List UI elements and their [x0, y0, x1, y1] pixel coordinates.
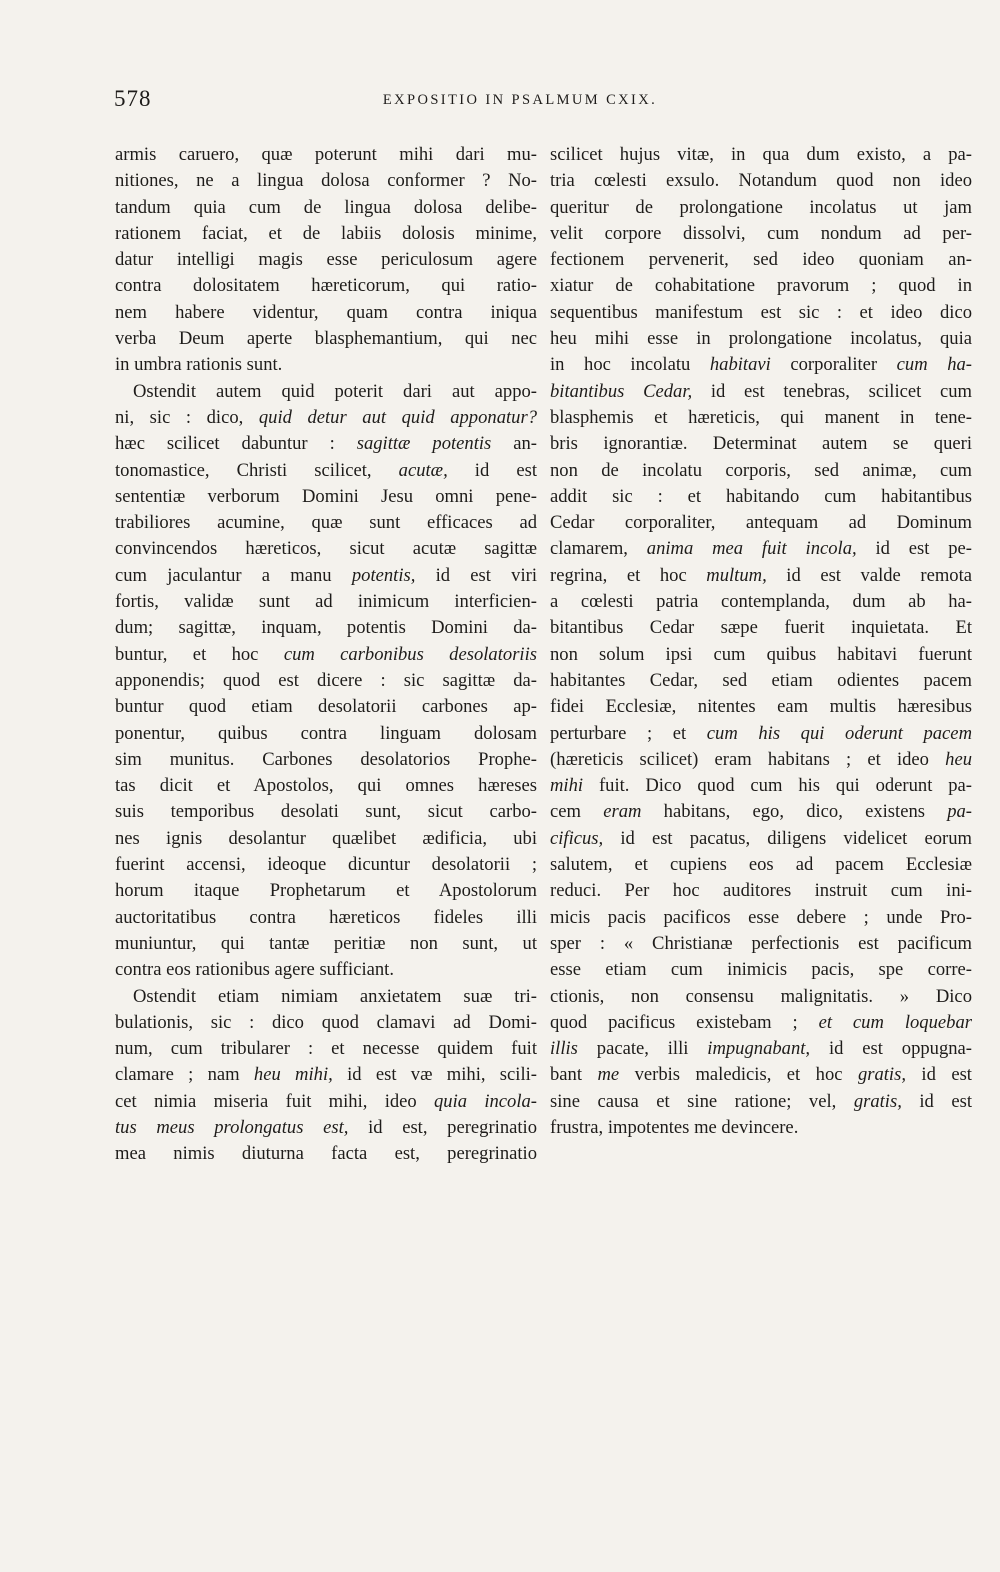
italic-quotation: illis	[550, 1038, 578, 1060]
italic-quotation: cum his qui oderunt pacem	[706, 722, 972, 744]
text-line: fuerint accensi, ideoque dicuntur desolatorii ;	[115, 854, 537, 876]
text-line: in hoc incolatu habitavi corporaliter cum ha-	[550, 354, 972, 376]
text-line: hæc scilicet dabuntur : sagittæ potentis an-	[115, 433, 537, 455]
text-line: in umbra rationis sunt.	[115, 354, 283, 376]
text-line: blasphemis et hæreticis, qui manent in tene-	[550, 406, 972, 428]
text-line: contra eos rationibus agere sufficiant.	[115, 959, 394, 981]
text-line: fidei Ecclesiæ, nitentes eam multis hæresibus	[550, 696, 972, 718]
text-line: mihi fuit. Dico quod cum his qui oderunt pa-	[550, 775, 972, 797]
text-line: apponendis; quod est dicere : sic sagittæ da-	[115, 669, 537, 691]
text-line: sequentibus manifestum est sic : et ideo dico	[550, 301, 972, 323]
text-line: cet nimia miseria fuit mihi, ideo quia incola-	[115, 1090, 537, 1112]
text-line: queritur de prolongatione incolatus ut jam	[550, 196, 972, 218]
text-line: sper : « Christianæ perfectionis est pacificum	[550, 932, 972, 954]
text-line: Cedar corporaliter, antequam ad Dominum	[550, 512, 972, 534]
text-line: tria cœlesti exsulo. Notandum quod non ideo	[550, 170, 972, 192]
text-line: illis pacate, illi impugnabant, id est oppugna-	[550, 1038, 972, 1060]
italic-quotation: gratis,	[853, 1090, 902, 1112]
italic-quotation: potentis,	[351, 564, 416, 586]
text-line: tandum quia cum de lingua dolosa delibe-	[115, 196, 537, 218]
italic-quotation: me	[597, 1064, 620, 1086]
text-line: sim munitus. Carbones desolatorios Prophe-	[115, 748, 537, 770]
text-line: datur intelligi magis esse periculosum agere	[115, 249, 537, 271]
italic-quotation: cum carbonibus desolatoriis	[283, 643, 537, 665]
italic-quotation: tus meus prolongatus est,	[115, 1116, 349, 1138]
text-line: esse etiam cum inimicis pacis, spe corre-	[550, 959, 972, 981]
text-line: salutem, et cupiens eos ad pacem Ecclesiæ	[550, 854, 972, 876]
left-text-column	[115, 142, 537, 1168]
text-line: quod pacificus existebam ; et cum loquebar	[550, 1011, 972, 1033]
text-line: nitiones, ne a lingua dolosa conformer ? No-	[115, 170, 537, 192]
italic-quotation: heu mihi,	[253, 1064, 333, 1086]
text-line: habitantes Cedar, sed etiam odientes pacem	[550, 669, 972, 691]
text-line: ponentur, quibus contra linguam dolosam	[115, 722, 537, 744]
text-line: verba Deum aperte blasphemantium, qui nec	[115, 328, 537, 350]
text-line: contra dolositatem hæreticorum, qui ratio-	[115, 275, 537, 297]
running-head	[0, 86, 1000, 116]
text-line: buntur quod etiam desolatorii carbones ap-	[115, 696, 537, 718]
italic-quotation: multum,	[706, 564, 767, 586]
text-line: bris ignorantiæ. Determinat autem se queri	[550, 433, 972, 455]
text-line: non de incolatu corporis, sed animæ, cum	[550, 459, 972, 481]
text-line: bitantibus Cedar sæpe fuerit inquietata. Et	[550, 617, 972, 639]
text-line: (hæreticis scilicet) eram habitans ; et ideo heu	[550, 748, 972, 770]
text-line: Ostendit etiam nimiam anxietatem suæ tri-	[133, 985, 537, 1007]
italic-quotation: quia incola-	[434, 1090, 537, 1112]
italic-quotation: cificus,	[550, 827, 604, 849]
text-line: dum; sagittæ, inquam, potentis Domini da-	[115, 617, 537, 639]
italic-quotation: acutæ,	[398, 459, 448, 481]
text-line: ctionis, non consensu malignitatis. » Dico	[550, 985, 972, 1007]
text-line: clamarem, anima mea fuit incola, id est pe-	[550, 538, 972, 560]
italic-quotation: et cum loquebar	[818, 1011, 972, 1033]
italic-quotation: quid detur aut quid apponatur?	[258, 406, 537, 428]
text-line: tonomastice, Christi scilicet, acutæ, id est	[115, 459, 537, 481]
page-number: 578	[114, 86, 152, 111]
text-line: mea nimis diuturna facta est, peregrinatio	[115, 1143, 537, 1165]
text-line: velit corpore dissolvi, cum nondum ad per-	[550, 222, 972, 244]
text-line: nes ignis desolantur quælibet ædificia, ubi	[115, 827, 537, 849]
text-line: num, cum tribularer : et necesse quidem fuit	[115, 1038, 537, 1060]
text-line: rationem faciat, et de labiis dolosis minime,	[115, 222, 537, 244]
italic-quotation: impugnabant,	[707, 1038, 811, 1060]
italic-quotation: bitantibus Cedar,	[550, 380, 693, 402]
text-line: tus meus prolongatus est, id est, peregrinatio	[115, 1116, 537, 1138]
text-line: bant me verbis maledicis, et hoc gratis, id est	[550, 1064, 972, 1086]
text-line: buntur, et hoc cum carbonibus desolatoriis	[115, 643, 537, 665]
text-line: clamare ; nam heu mihi, id est væ mihi, scili-	[115, 1064, 537, 1086]
text-line: scilicet hujus vitæ, in qua dum existo, a pa-	[550, 144, 972, 165]
text-line: Ostendit autem quid poterit dari aut appo-	[133, 380, 537, 402]
italic-quotation: heu	[945, 748, 972, 770]
text-line: nem habere videntur, quam contra iniqua	[115, 301, 537, 323]
text-line: perturbare ; et cum his qui oderunt pacem	[550, 722, 972, 744]
text-line: cem eram habitans, ego, dico, existens pa-	[550, 801, 972, 823]
text-line: trabiliores acumine, quæ sunt efficaces ad	[115, 512, 537, 534]
text-line: heu mihi esse in prolongatione incolatus, quia	[550, 328, 972, 350]
text-line: reduci. Per hoc auditores instruit cum ini-	[550, 880, 972, 902]
text-line: addit sic : et habitando cum habitantibus	[550, 485, 972, 507]
text-line: sententiæ verborum Domini Jesu omni pene-	[115, 485, 537, 507]
running-title: EXPOSITIO IN PSALMUM CXIX.	[382, 92, 658, 108]
text-line: cum jaculantur a manu potentis, id est viri	[115, 564, 537, 586]
text-line: convincendos hæreticos, sicut acutæ sagittæ	[115, 538, 537, 560]
text-line: xiatur de cohabitatione pravorum ; quod in	[550, 275, 972, 297]
italic-quotation: pa-	[947, 801, 972, 823]
text-line: sine causa et sine ratione; vel, gratis, id est	[550, 1090, 972, 1112]
text-line: regrina, et hoc multum, id est valde remota	[550, 564, 972, 586]
text-line: suis temporibus desolati sunt, sicut carbo-	[115, 801, 537, 823]
text-line: bulationis, sic : dico quod clamavi ad Domi-	[115, 1011, 537, 1033]
text-line: muniuntur, qui tantæ peritiæ non sunt, ut	[115, 932, 537, 954]
text-line: bitantibus Cedar, id est tenebras, scilicet cum	[550, 380, 972, 402]
text-line: armis caruero, quæ poterunt mihi dari mu-	[115, 144, 537, 165]
text-line: auctoritatibus contra hæreticos fideles illi	[115, 906, 537, 928]
text-line: non solum ipsi cum quibus habitavi fuerunt	[550, 643, 972, 665]
text-line: cificus, id est pacatus, diligens videlicet eorum	[550, 827, 972, 849]
text-line: tas dicit et Apostolos, qui omnes hæreses	[115, 775, 537, 797]
text-line: fortis, validæ sunt ad inimicum interficien-	[115, 591, 537, 613]
text-line: frustra, impotentes me devincere.	[550, 1116, 799, 1138]
right-text-column	[550, 142, 972, 1141]
italic-quotation: cum ha-	[896, 354, 972, 376]
italic-quotation: gratis,	[857, 1064, 906, 1086]
italic-quotation: habitavi	[709, 354, 771, 376]
italic-quotation: mihi	[550, 775, 584, 797]
italic-quotation: anima mea fuit incola,	[646, 538, 857, 560]
text-line: fectionem pervenerit, sed ideo quoniam an-	[550, 249, 972, 271]
italic-quotation: sagittæ potentis	[356, 433, 492, 455]
text-line: horum itaque Prophetarum et Apostolorum	[115, 880, 537, 902]
italic-quotation: eram	[603, 801, 642, 823]
text-line: a cœlesti patria contemplanda, dum ab ha-	[550, 591, 972, 613]
text-line: micis pacis pacificos esse debere ; unde Pro-	[550, 906, 972, 928]
text-line: ni, sic : dico, quid detur aut quid apponatur?	[115, 406, 537, 428]
